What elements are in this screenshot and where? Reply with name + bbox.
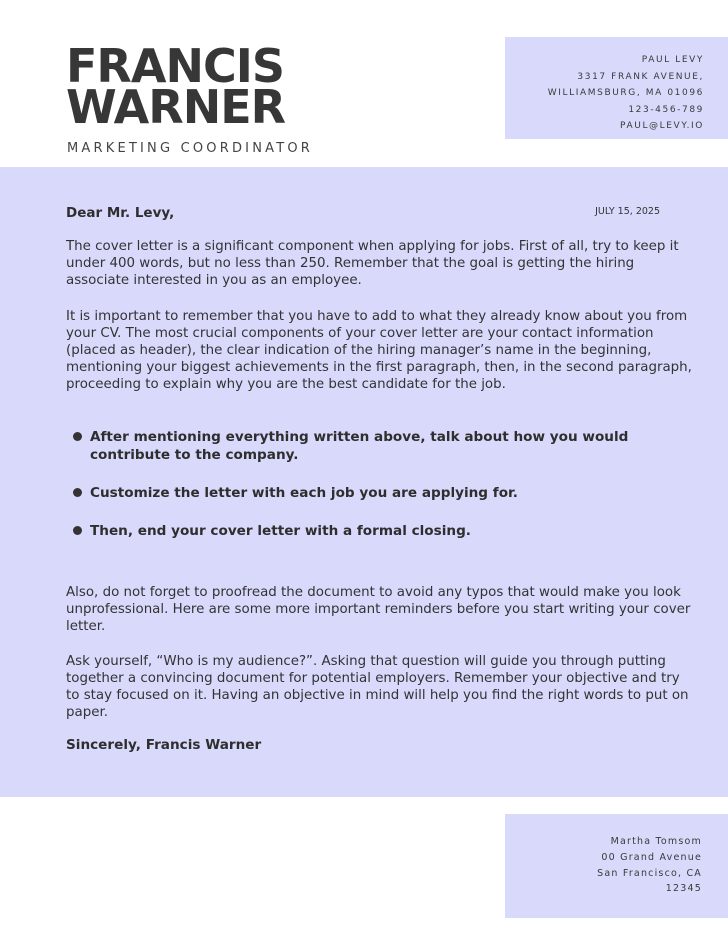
author-name — [66, 39, 286, 134]
author-first-name: FRANCIS — [66, 39, 284, 93]
letter-date: JULY 15, 2025 — [595, 206, 660, 217]
bullet-dot-icon — [73, 526, 82, 535]
recipient-city: WILLIAMSBURG, MA 01096 — [547, 88, 704, 98]
body-paragraph-1: The cover letter is a significant component when applying for jobs. First of all, try to keep it under 400 words, but no less than 250. Remember that the goal is getting the hiring associate interested in you as an employee. — [66, 239, 679, 288]
bullet-item — [66, 428, 686, 464]
sender-zip: 12345 — [665, 883, 702, 895]
recipient-email: PAUL@LEVY.IO — [620, 121, 704, 131]
bullet-text: Customize the letter with each job you are applying for. — [90, 485, 518, 501]
sender-street: 00 Grand Avenue — [601, 851, 702, 863]
recipient-street: 3317 FRANK AVENUE, — [577, 71, 704, 82]
author-job-title: MARKETING COORDINATOR — [67, 141, 314, 156]
bullet-dot-icon — [73, 432, 82, 441]
bullet-text: After mentioning everything written above, talk about how you would contribute to the company. — [90, 429, 629, 463]
letter-closing: Sincerely, Francis Warner — [66, 737, 262, 753]
sender-city: San Francisco, CA — [597, 867, 702, 879]
recipient-phone: 123-456-789 — [628, 104, 704, 115]
body-paragraph-3: Also, do not forget to proofread the document to avoid any typos that would make you look unprofessional. Here are some more important reminders before you start writing your cover letter. — [66, 585, 691, 634]
body-paragraph-4: Ask yourself, “Who is my audience?”. Asking that question will guide you through putting together a convincing document for potential employers. Remember your objective and try to stay focused on it. Having an objective in mind will help you find the right words to put on paper. — [66, 654, 689, 720]
bullet-dot-icon — [73, 488, 82, 497]
recipient-name: PAUL LEVY — [641, 55, 704, 65]
salutation: Dear Mr. Levy, — [66, 205, 175, 221]
author-last-name: WARNER — [66, 80, 286, 134]
sender-address-block — [505, 814, 728, 918]
bullet-item — [66, 484, 686, 502]
bullet-item — [66, 522, 686, 540]
bullet-list — [66, 428, 686, 560]
bullet-text: Then, end your cover letter with a formal closing. — [90, 523, 471, 539]
recipient-address-block — [505, 37, 728, 139]
sender-name: Martha Tomsom — [610, 836, 702, 847]
body-paragraph-2: It is important to remember that you have to add to what they already know about you from your CV. The most crucial components of your cover letter are your contact information (placed as header), the clear indication of the hiring manager’s name in the beginning, mentioning your biggest achievements in the first paragraph, then, in the second paragraph, proceeding to explain why you are the best candidate for the job. — [66, 309, 692, 392]
